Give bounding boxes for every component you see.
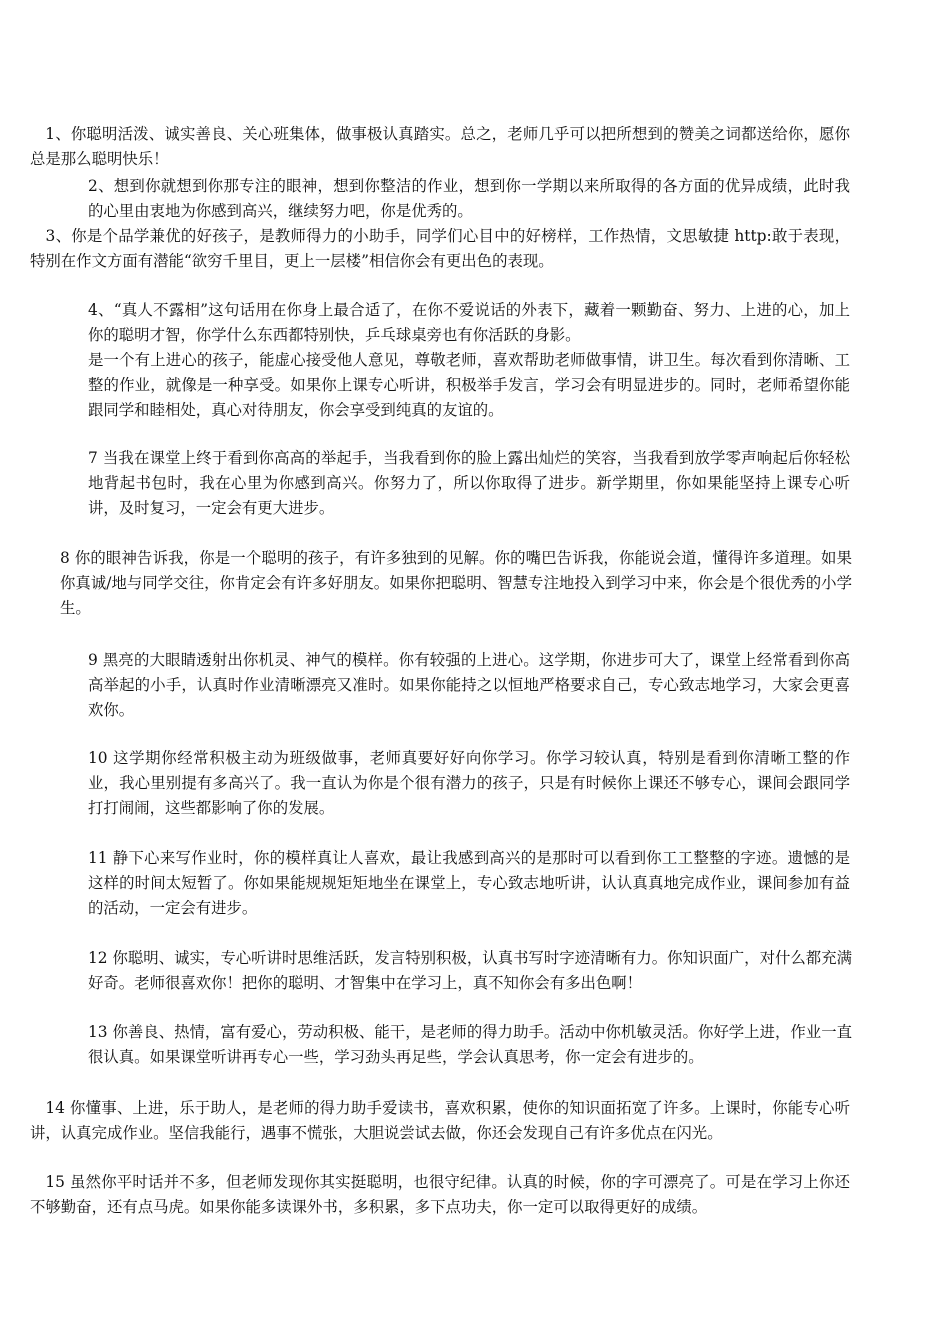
paragraph-5: 是一个有上进心的孩子，能虚心接受他人意见，尊敬老师，喜欢帮助老师做事情，讲卫生。每次看到你清晰、工整的作业，就像是一种享受。如果你上课专心听讲，积极举手发言，学习会有明显进步的。同时，老师希望你能跟同学和睦相处，真心对待朋友，你会享受到纯真的友谊的。: [88, 351, 850, 419]
paragraph-1: 1、你聪明活泼、诚实善良、关心班集体，做事极认真踏实。总之，老师几乎可以把所想到的赞美之词都送给你，愿你总是那么聪明快乐！: [30, 125, 850, 168]
paragraph-15: 15 虽然你平时话并不多，但老师发现你其实挺聪明，也很守纪律。认真的时候，你的字可漂亮了。可是在学习上你还不够勤奋，还有点马虎。如果你能多读课外书，多积累，多下点功夫，你一定可以取得更好的成绩。: [30, 1173, 850, 1216]
paragraph-8: 8 你的眼神告诉我，你是一个聪明的孩子，有许多独到的见解。你的嘴巴告诉我，你能说会道，懂得许多道理。如果你真诚/地与同学交往，你肯定会有许多好朋友。如果你把聪明、智慧专注地投入到学习中来，你会是个很优秀的小学生。: [60, 549, 852, 617]
paragraph-14: 14 你懂事、上进，乐于助人，是老师的得力助手爱读书，喜欢积累，使你的知识面拓宽了许多。上课时，你能专心听讲，认真完成作业。坚信我能行，遇事不慌张，大胆说尝试去做，你还会发现自己有许多优点在闪光。: [30, 1099, 850, 1142]
paragraph-9: 9 黑亮的大眼睛透射出你机灵、神气的模样。你有较强的上进心。这学期，你进步可大了，课堂上经常看到你高高举起的小手，认真时作业清晰漂亮又准时。如果你能持之以恒地严格要求自己，专心致志地学习，大家会更喜欢你。: [88, 651, 850, 719]
paragraph-11: 11 静下心来写作业时，你的模样真让人喜欢，最让我感到高兴的是那时可以看到你工工整整的字迹。遗憾的是这样的时间太短暂了。你如果能规规矩矩地坐在课堂上，专心致志地听讲，认认真真地完成作业，课间参加有益的活动，一定会有进步。: [88, 849, 850, 917]
paragraph-3: 3、你是个品学兼优的好孩子，是教师得力的小助手，同学们心目中的好榜样，工作热情，文思敏捷 http:敢于表现，特别在作文方面有潜能“欲穷千里目，更上一层楼”相信你会有更出色的表现。: [30, 227, 850, 270]
paragraph-10: 10 这学期你经常积极主动为班级做事，老师真要好好向你学习。你学习较认真，特别是看到你清晰工整的作业，我心里别提有多高兴了。我一直认为你是个很有潜力的孩子，只是有时候你上课还不够专心，课间会跟同学打打闹闹，这些都影响了你的发展。: [88, 749, 850, 817]
paragraph-12: 12 你聪明、诚实，专心听讲时思维活跃，发言特别积极，认真书写时字迹清晰有力。你知识面广，对什么都充满好奇。老师很喜欢你！把你的聪明、才智集中在学习上，真不知你会有多出色啊！: [88, 949, 852, 992]
paragraph-2: 2、想到你就想到你那专注的眼神，想到你整洁的作业，想到你一学期以来所取得的各方面的优异成绩，此时我的心里由衷地为你感到高兴，继续努力吧，你是优秀的。: [88, 177, 850, 220]
paragraph-4: 4、“真人不露相”这句话用在你身上最合适了，在你不爱说话的外表下，藏着一颗勤奋、努力、上进的心，加上你的聪明才智，你学什么东西都特别快，乒乓球桌旁也有你活跃的身影。: [88, 301, 850, 344]
paragraph-7: 7 当我在课堂上终于看到你高高的举起手，当我看到你的脸上露出灿烂的笑容，当我看到放学零声响起后你轻松地背起书包时，我在心里为你感到高兴。你努力了，所以你取得了进步。新学期里，你如果能坚持上课专心听讲，及时复习，一定会有更大进步。: [88, 449, 850, 517]
paragraph-13: 13 你善良、热情，富有爱心，劳动积极、能干，是老师的得力助手。活动中你机敏灵活。你好学上进，作业一直很认真。如果课堂听讲再专心一些，学习劲头再足些，学会认真思考，你一定会有进步的。: [88, 1023, 852, 1066]
